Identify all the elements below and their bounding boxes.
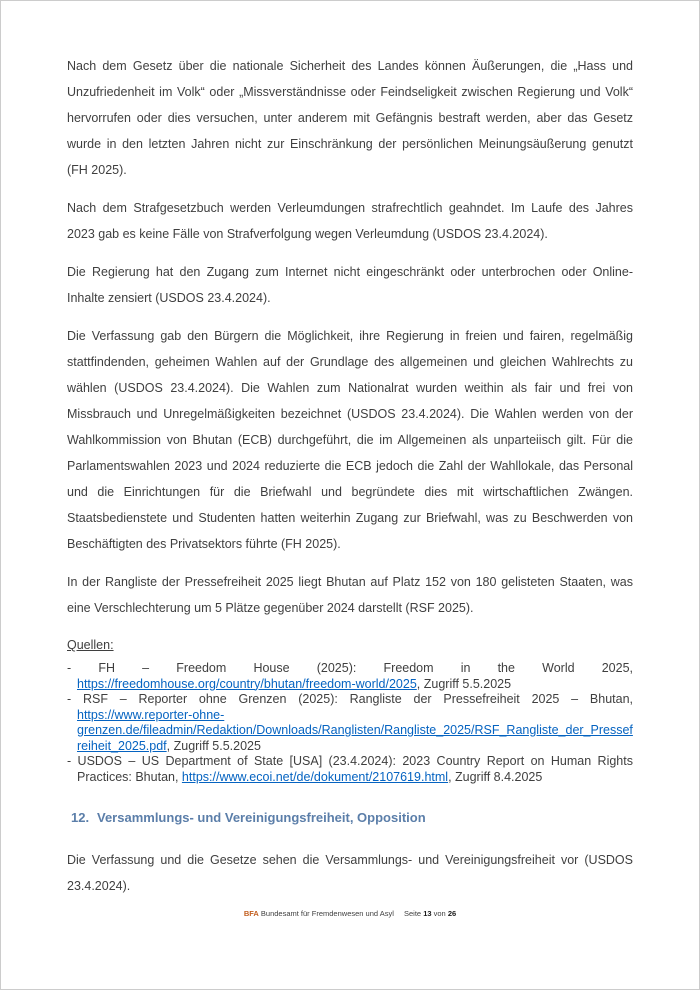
body-paragraph: Die Verfassung und die Gesetze sehen die Versammlungs- und Vereinigungsfreiheit vor (USDOS 23.4.2024). [67, 853, 633, 893]
section-heading [71, 809, 633, 827]
body-paragraph: Die Regierung hat den Zugang zum Internet nicht eingeschränkt oder unterbrochen oder Online-Inhalte zensiert (USDOS 23.4.2024). [67, 265, 633, 305]
source-text: , Zugriff 8.4.2025 [448, 769, 543, 784]
page-body [67, 53, 633, 899]
section-title: Versammlungs- und Vereinigungsfreiheit, Opposition [97, 810, 426, 825]
footer-page-number: 13 [423, 909, 432, 918]
page-footer [1, 909, 699, 919]
source-text: - USDOS – US Department of State [USA] (23.4.2024): 2023 Country Report on Human Rights Practices: Bhutan, [67, 754, 633, 784]
source-text: , Zugriff 5.5.2025 [416, 676, 512, 691]
source-item [67, 661, 633, 692]
source-text: - RSF – Reporter ohne Grenzen (2025): Rangliste der Pressefreiheit 2025 – Bhutan, [67, 692, 633, 706]
body-paragraph: Nach dem Strafgesetzbuch werden Verleumdungen strafrechtlich geahndet. Im Laufe des Jahres 2023 gab es keine Fälle von Strafverfolgung wegen Verleumdung (USDOS 23.4.2024). [67, 201, 633, 241]
footer-page-total: 26 [447, 909, 457, 918]
footer-org-name: Bundesamt für Fremdenwesen und Asyl [260, 909, 394, 918]
footer-of-label: von [433, 909, 446, 918]
body-paragraph: Nach dem Gesetz über die nationale Sicherheit des Landes können Äußerungen, die „Hass und Unzufriedenheit im Volk“ oder „Missverständnisse oder Feindseligkeit zwischen Regierung und Volk“ hervorrufen oder dies versuchen, unter anderem mit Gefängnis bestraft werden, aber das Gesetz wurde in den letzten Jahren nicht zur Einschränkung der persönlichen Meinungsäußerung genutzt (FH 2025). [67, 59, 633, 177]
source-text: , Zugriff 5.5.2025 [166, 738, 261, 753]
source-link[interactable]: https://www.reporter-ohne-grenzen.de/fileadmin/Redaktion/Downloads/Ranglisten/Rangliste_2025/RSF_Rangliste_der_Pressefreiheit_2025.pdf [77, 707, 633, 753]
source-link[interactable]: https://www.ecoi.net/de/dokument/2107619.html [181, 769, 449, 784]
footer-org-abbr: BFA [243, 909, 259, 918]
source-text: - FH – Freedom House (2025): Freedom in the World 2025, [67, 661, 633, 675]
sources-list [67, 661, 633, 785]
footer-page-label: Seite [404, 909, 422, 918]
body-paragraph: Die Verfassung gab den Bürgern die Möglichkeit, ihre Regierung in freien und fairen, regelmäßig stattfindenden, geheimen Wahlen auf der Grundlage des allgemeinen und gleichen Wahlrechts zu wählen (USDOS 23.4.2024). Die Wahlen zum Nationalrat wurden weithin als fair und frei von Missbrauch und Unregelmäßigkeiten bezeichnet (USDOS 23.4.2024). Die Wahlen werden von der Wahlkommission von Bhutan (ECB) durchgeführt, die im Allgemeinen als unparteiisch gilt. Für die Parlamentswahlen 2023 und 2024 reduzierte die ECB jedoch die Zahl der Wahllokale, das Personal und die Einrichtungen für die Briefwahl und begründete dies mit wirtschaftlichen Zwängen. Staatsbedienstete und Studenten hatten weiterhin Zugang zur Briefwahl, was zu Beschwerden von Beschäftigten des Privatsektors führte (FH 2025). [67, 329, 633, 551]
sources-heading: Quellen: [67, 638, 114, 652]
body-paragraph: In der Rangliste der Pressefreiheit 2025 liegt Bhutan auf Platz 152 von 180 gelisteten Staaten, was eine Verschlechterung um 5 Plätze gegenüber 2024 darstellt (RSF 2025). [67, 575, 633, 615]
section-number: 12. [71, 810, 90, 825]
source-item [67, 692, 633, 754]
source-item [67, 754, 633, 785]
source-link[interactable]: https://freedomhouse.org/country/bhutan/freedom-world/2025 [77, 676, 417, 691]
